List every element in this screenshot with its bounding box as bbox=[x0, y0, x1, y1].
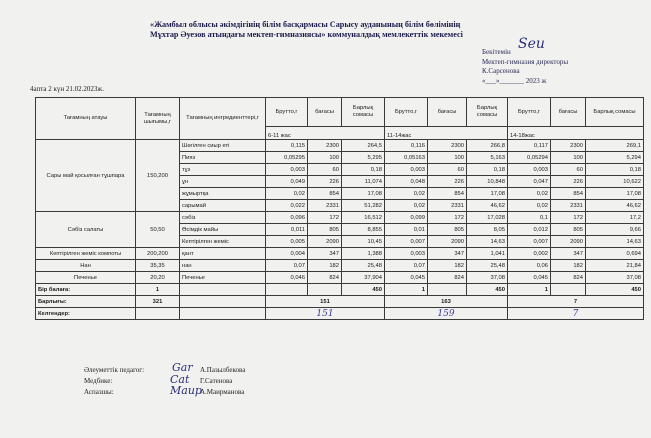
ingredient-value: 0,012 bbox=[508, 224, 551, 236]
director-signature: Seu bbox=[518, 36, 545, 52]
ingredient-value: 5,295 bbox=[342, 152, 385, 164]
ingredient-name: сәбіз bbox=[180, 212, 266, 224]
ingredient-value: 0,047 bbox=[508, 176, 551, 188]
footer-name: А.Маирманова bbox=[200, 388, 245, 396]
ingredient-value: 0,049 bbox=[266, 176, 308, 188]
ingredient-name: Пияз bbox=[180, 152, 266, 164]
per-child-label: Бір балаға: bbox=[36, 284, 136, 296]
ingredient-value: 182 bbox=[308, 260, 342, 272]
per-child-qty: 1 bbox=[136, 284, 180, 296]
ingredient-name: Шөгілген сиыр еті bbox=[180, 140, 266, 152]
ingredient-value: 0,02 bbox=[266, 188, 308, 200]
ingredient-value: 17,08 bbox=[342, 188, 385, 200]
dish-name: Печенье bbox=[36, 272, 136, 284]
ingredient-value: 182 bbox=[551, 260, 586, 272]
arrived-group-3: 7 bbox=[508, 308, 644, 320]
total-label: Барлығы: bbox=[36, 296, 136, 308]
ingredient-value: 182 bbox=[428, 260, 467, 272]
ingredient-value: 5,294 bbox=[586, 152, 644, 164]
ingredient-value: 854 bbox=[308, 188, 342, 200]
ingredient-value: 0,07 bbox=[266, 260, 308, 272]
total-row bbox=[36, 296, 644, 308]
ingredient-value: 8,855 bbox=[342, 224, 385, 236]
footer-role: Аспазшы: bbox=[84, 388, 114, 396]
ingredient-value: 2090 bbox=[551, 236, 586, 248]
ingredient-value: 46,62 bbox=[467, 200, 508, 212]
footer-role: Медбике: bbox=[84, 377, 113, 385]
ingredient-value: 2300 bbox=[428, 140, 467, 152]
ingredient-value: 854 bbox=[551, 188, 586, 200]
col-ingredients: Тағамның ингредиенттері,г bbox=[180, 98, 266, 140]
ingredient-name: жұмыртқа bbox=[180, 188, 266, 200]
ingredient-value: 9,66 bbox=[586, 224, 644, 236]
ingredient-value: 0,003 bbox=[385, 164, 428, 176]
dish-yield: 150,200 bbox=[136, 140, 180, 212]
dish-name: Кептірілген жеміс компоты bbox=[36, 248, 136, 260]
approval-position: Мектеп-гимназия директоры bbox=[482, 57, 569, 66]
nurse-signature: Cat bbox=[170, 373, 190, 386]
ingredient-value: 172 bbox=[428, 212, 467, 224]
ingredient-value: 21,84 bbox=[586, 260, 644, 272]
ingredient-value: 0,005 bbox=[266, 236, 308, 248]
cook-signature: Маир bbox=[170, 384, 202, 397]
col-price-1: бағасы bbox=[308, 98, 342, 127]
per-child-value-5: 450 bbox=[586, 284, 644, 296]
ingredient-value: 0,115 bbox=[266, 140, 308, 152]
ingredient-value: 17,028 bbox=[467, 212, 508, 224]
approval-director: К.Сарсенова bbox=[482, 67, 520, 75]
ingredient-value: 226 bbox=[551, 176, 586, 188]
ingredient-value: 2331 bbox=[428, 200, 467, 212]
ingredient-value: 60 bbox=[428, 164, 467, 176]
ingredient-value: 51,282 bbox=[342, 200, 385, 212]
ingredient-value: 10,622 bbox=[586, 176, 644, 188]
total-group-1: 151 bbox=[266, 296, 385, 308]
per-child-value-3: 450 bbox=[467, 284, 508, 296]
dish-yield: 200,200 bbox=[136, 248, 180, 260]
ingredient-row bbox=[36, 140, 644, 152]
age-group-2: 11-14жас bbox=[385, 127, 508, 140]
per-child-value-1: 450 bbox=[342, 284, 385, 296]
ingredient-value: 16,512 bbox=[342, 212, 385, 224]
ingredient-value: 17,08 bbox=[467, 188, 508, 200]
ingredient-value: 226 bbox=[428, 176, 467, 188]
ingredient-value: 1,388 bbox=[342, 248, 385, 260]
dish-yield: 35,35 bbox=[136, 260, 180, 272]
footer-role: Әлеуметтік педагог: bbox=[84, 366, 145, 374]
dish-name: Сары май қосылған тұшпара bbox=[36, 140, 136, 212]
col-gross-1: Брутто,г bbox=[266, 98, 308, 127]
ingredient-value: 0,004 bbox=[266, 248, 308, 260]
dish-name: Нан bbox=[36, 260, 136, 272]
ingredient-name: Кептірілген жеміс bbox=[180, 236, 266, 248]
ingredient-name: сарымай bbox=[180, 200, 266, 212]
ingredient-value: 172 bbox=[308, 212, 342, 224]
ingredient-value: 824 bbox=[551, 272, 586, 284]
footer-name: Г.Сатенова bbox=[200, 377, 233, 385]
ingredient-value: 100 bbox=[428, 152, 467, 164]
ingredient-value: 10,45 bbox=[342, 236, 385, 248]
ingredient-value: 805 bbox=[308, 224, 342, 236]
ingredient-value: 0,096 bbox=[266, 212, 308, 224]
ingredient-value: 100 bbox=[551, 152, 586, 164]
ingredient-value: 60 bbox=[308, 164, 342, 176]
dish-yield: 50,50 bbox=[136, 212, 180, 248]
dish-name: Сәбіз салаты bbox=[36, 212, 136, 248]
ingredient-value: 37,08 bbox=[467, 272, 508, 284]
ingredient-value: 100 bbox=[308, 152, 342, 164]
ingredient-value: 2331 bbox=[551, 200, 586, 212]
total-qty: 321 bbox=[136, 296, 180, 308]
ingredient-value: 0,002 bbox=[508, 248, 551, 260]
ingredient-name: ұн bbox=[180, 176, 266, 188]
ingredient-value: 14,63 bbox=[586, 236, 644, 248]
ingredient-value: 0,02 bbox=[385, 188, 428, 200]
ingredient-value: 0,18 bbox=[467, 164, 508, 176]
ingredient-value: 37,08 bbox=[586, 272, 644, 284]
menu-table bbox=[35, 97, 644, 320]
ingredient-value: 0,046 bbox=[266, 272, 308, 284]
arrived-group-1: 151 bbox=[266, 308, 385, 320]
ingredient-value: 0,007 bbox=[385, 236, 428, 248]
ingredient-value: 5,163 bbox=[467, 152, 508, 164]
arrived-group-2: 159 bbox=[385, 308, 508, 320]
ingredient-value: 226 bbox=[308, 176, 342, 188]
ingredient-value: 0,045 bbox=[385, 272, 428, 284]
ingredient-value: 8,05 bbox=[467, 224, 508, 236]
ingredient-value: 0,06 bbox=[508, 260, 551, 272]
ingredient-value: 0,18 bbox=[586, 164, 644, 176]
ingredient-value: 25,48 bbox=[342, 260, 385, 272]
ingredient-value: 805 bbox=[428, 224, 467, 236]
ingredient-value: 0,007 bbox=[508, 236, 551, 248]
age-group-3: 14-18жас bbox=[508, 127, 644, 140]
ingredient-value: 0,1 bbox=[508, 212, 551, 224]
total-group-2: 163 bbox=[385, 296, 508, 308]
ingredient-value: 2090 bbox=[308, 236, 342, 248]
ingredient-value: 17,08 bbox=[586, 188, 644, 200]
ingredient-value: 0,694 bbox=[586, 248, 644, 260]
ingredient-row bbox=[36, 272, 644, 284]
ingredient-value: 824 bbox=[428, 272, 467, 284]
ingredient-name: Өсімдік майы bbox=[180, 224, 266, 236]
ingredient-value: 0,05294 bbox=[508, 152, 551, 164]
ingredient-value: 0,045 bbox=[508, 272, 551, 284]
ingredient-name: тұз bbox=[180, 164, 266, 176]
ingredient-value: 17,2 bbox=[586, 212, 644, 224]
ingredient-value: 347 bbox=[308, 248, 342, 260]
approval-block bbox=[482, 48, 568, 86]
ingredient-value: 11,074 bbox=[342, 176, 385, 188]
ingredient-row bbox=[36, 212, 644, 224]
approval-date: «___»_______ 2023 ж bbox=[482, 76, 547, 85]
ingredient-value: 1,041 bbox=[467, 248, 508, 260]
col-total-2: Барлық сомасы bbox=[467, 98, 508, 127]
ingredient-value: 264,5 bbox=[342, 140, 385, 152]
col-gross-2: Брутто,г bbox=[385, 98, 428, 127]
ingredient-value: 0,099 bbox=[385, 212, 428, 224]
ingredient-value: 805 bbox=[551, 224, 586, 236]
arrived-row bbox=[36, 308, 644, 320]
ingredient-name: Печенье bbox=[180, 272, 266, 284]
col-gross-3: Брутто,г bbox=[508, 98, 551, 127]
ingredient-value: 10,848 bbox=[467, 176, 508, 188]
ingredient-value: 25,48 bbox=[467, 260, 508, 272]
ingredient-value: 0,01 bbox=[385, 224, 428, 236]
col-price-2: бағасы bbox=[428, 98, 467, 127]
ingredient-value: 0,05295 bbox=[266, 152, 308, 164]
document-header bbox=[150, 20, 463, 40]
ingredient-row bbox=[36, 248, 644, 260]
ingredient-value: 266,8 bbox=[467, 140, 508, 152]
ingredient-value: 2300 bbox=[551, 140, 586, 152]
ingredient-value: 0,011 bbox=[266, 224, 308, 236]
ingredient-value: 2090 bbox=[428, 236, 467, 248]
col-total-3: Барлық сомасы bbox=[586, 98, 644, 127]
ingredient-value: 0,022 bbox=[266, 200, 308, 212]
ingredient-value: 46,62 bbox=[586, 200, 644, 212]
ingredient-value: 0,07 bbox=[385, 260, 428, 272]
approval-title: Бекітемін bbox=[482, 48, 511, 56]
ingredient-value: 172 bbox=[551, 212, 586, 224]
footer-cook bbox=[84, 388, 245, 396]
ingredient-value: 0,02 bbox=[385, 200, 428, 212]
ingredient-value: 0,003 bbox=[266, 164, 308, 176]
ingredient-name: нан bbox=[180, 260, 266, 272]
ingredient-name: қант bbox=[180, 248, 266, 260]
ingredient-value: 347 bbox=[428, 248, 467, 260]
ingredient-value: 2300 bbox=[308, 140, 342, 152]
ingredient-value: 347 bbox=[551, 248, 586, 260]
ingredient-value: 0,02 bbox=[508, 188, 551, 200]
ingredient-row bbox=[36, 260, 644, 272]
footer-name: А.Пазылбекова bbox=[200, 366, 246, 374]
ingredient-value: 14,63 bbox=[467, 236, 508, 248]
col-price-3: бағасы bbox=[551, 98, 586, 127]
dish-yield: 20,20 bbox=[136, 272, 180, 284]
ingredient-value: 0,117 bbox=[508, 140, 551, 152]
ingredient-value: 269,1 bbox=[586, 140, 644, 152]
ingredient-value: 60 bbox=[551, 164, 586, 176]
total-group-3: 7 bbox=[508, 296, 644, 308]
pedagogue-signature: Gar bbox=[172, 361, 193, 374]
age-group-1: 6-11 жас bbox=[266, 127, 385, 140]
ingredient-value: 0,116 bbox=[385, 140, 428, 152]
col-total-1: Барлық сомасы bbox=[342, 98, 385, 127]
per-child-value-2: 1 bbox=[385, 284, 428, 296]
per-child-row bbox=[36, 284, 644, 296]
header-line-2: Мұхтар Әуезов атындағы мектеп-гимназиясы» коммуналдық мемлекеттік мекемесі bbox=[150, 30, 463, 39]
ingredient-value: 0,05163 bbox=[385, 152, 428, 164]
ingredient-value: 37,904 bbox=[342, 272, 385, 284]
ingredient-value: 0,048 bbox=[385, 176, 428, 188]
ingredient-value: 2331 bbox=[308, 200, 342, 212]
ingredient-value: 824 bbox=[308, 272, 342, 284]
ingredient-value: 0,02 bbox=[508, 200, 551, 212]
ingredient-value: 854 bbox=[428, 188, 467, 200]
ingredient-value: 0,18 bbox=[342, 164, 385, 176]
col-yield: Тағамның шығымы,г bbox=[136, 98, 180, 140]
ingredient-value: 0,003 bbox=[385, 248, 428, 260]
day-date-line: 4апта 2 күн 21.02.2023ж. bbox=[30, 85, 104, 93]
column-header-row bbox=[36, 98, 644, 127]
ingredient-value: 0,003 bbox=[508, 164, 551, 176]
header-line-1: «Жамбыл облысы әкімдігінің білім басқармасы Сарысу ауданының білім бөлімінің bbox=[150, 20, 461, 29]
col-name: Тағамның атауы bbox=[36, 98, 136, 140]
per-child-value-4: 1 bbox=[508, 284, 551, 296]
arrived-label: Келгендер: bbox=[36, 308, 136, 320]
